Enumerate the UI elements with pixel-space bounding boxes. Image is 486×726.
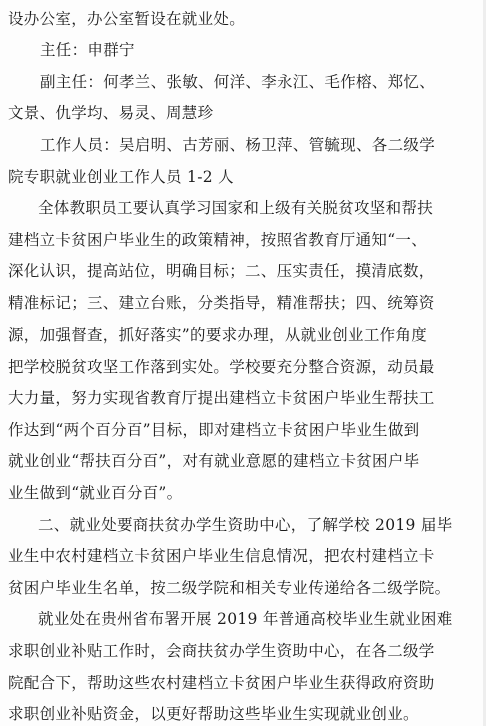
- line-text: 大力量，努力实现省教育厅提出建档立卡贫困户毕业生帮扶工: [8, 389, 435, 407]
- line-text: 精准标记；三、建立台账，分类指导，精准帮扶；四、统筹资: [8, 294, 435, 312]
- text-line: [0, 40, 486, 60]
- text-line: [0, 357, 486, 377]
- text-line: [0, 609, 486, 629]
- deputy-director-line: 副主任：何孝兰、张敏、何洋、李永江、毛作榕、郑忆、: [40, 73, 436, 91]
- text-line: [0, 641, 486, 661]
- line-text: 源，加强督查，抓好落实”的要求办理，从就业创业工作角度: [8, 326, 428, 344]
- line-text: 把学校脱贫攻坚工作落到实处。学校要充分整合资源，动员最: [8, 358, 435, 376]
- text-line: [0, 72, 486, 92]
- line-text: 求职创业补贴资金，以更好帮助这些毕业生实现就业创业。: [8, 705, 419, 723]
- line-text: 就业创业“帮扶百分百”，对有就业意愿的建档立卡贫困户毕: [8, 452, 420, 470]
- text-line: [0, 293, 486, 313]
- text-line: [0, 198, 486, 218]
- text-line: [0, 673, 486, 693]
- line-text: 文景、仇学均、易灵、周慧珍: [8, 104, 214, 122]
- text-line: [0, 9, 486, 29]
- line-text: 业生做到“就业百分百”。: [8, 484, 183, 502]
- staff-line: 工作人员：吴启明、古芳丽、杨卫萍、管毓现、各二级学: [40, 136, 436, 154]
- text-line: [0, 546, 486, 566]
- line-text: 建档立卡贫困户毕业生的政策精神，按照省教育厅通知“一、: [8, 231, 428, 249]
- text-line: [0, 103, 486, 123]
- text-line: [0, 483, 486, 503]
- text-line: [0, 135, 486, 155]
- line-text: 院专职就业创业工作人员 1-2 人: [8, 168, 234, 186]
- paragraph-start: 就业处在贵州省布署开展 2019 年普通高校毕业生就业困难: [38, 610, 453, 628]
- line-text: 深化认识，提高站位，明确目标；二、压实责任，摸清底数，: [8, 262, 435, 280]
- text-line: [0, 451, 486, 471]
- text-line: [0, 704, 486, 724]
- text-line: [0, 515, 486, 535]
- text-line: [0, 578, 486, 598]
- text-line: [0, 230, 486, 250]
- text-line: [0, 420, 486, 440]
- line-text: 贫困户毕业生名单，按二级学院和相关专业传递给各二级学院。: [8, 579, 451, 597]
- text-line: [0, 261, 486, 281]
- text-line: [0, 388, 486, 408]
- line-text: 院配合下，帮助这些农村建档立卡贫困户毕业生获得政府资助: [8, 674, 435, 692]
- line-text: 设办公室，办公室暂设在就业处。: [8, 10, 246, 28]
- line-text: 求职创业补贴工作时，会商扶贫办学生资助中心，在各二级学: [8, 642, 435, 660]
- line-text: 业生中农村建档立卡贫困户毕业生信息情况，把农村建档立卡: [8, 547, 435, 565]
- paragraph-start: 全体教职员工要认真学习国家和上级有关脱贫攻坚和帮扶: [38, 199, 434, 217]
- paragraph-start: 二、就业处要商扶贫办学生资助中心，了解学校 2019 届毕: [38, 516, 453, 534]
- director-line: 主任：申群宁: [40, 41, 135, 59]
- text-line: [0, 325, 486, 345]
- text-line: [0, 167, 486, 187]
- line-text: 作达到“两个百分百”目标，即对建档立卡贫困户毕业生做到: [8, 421, 420, 439]
